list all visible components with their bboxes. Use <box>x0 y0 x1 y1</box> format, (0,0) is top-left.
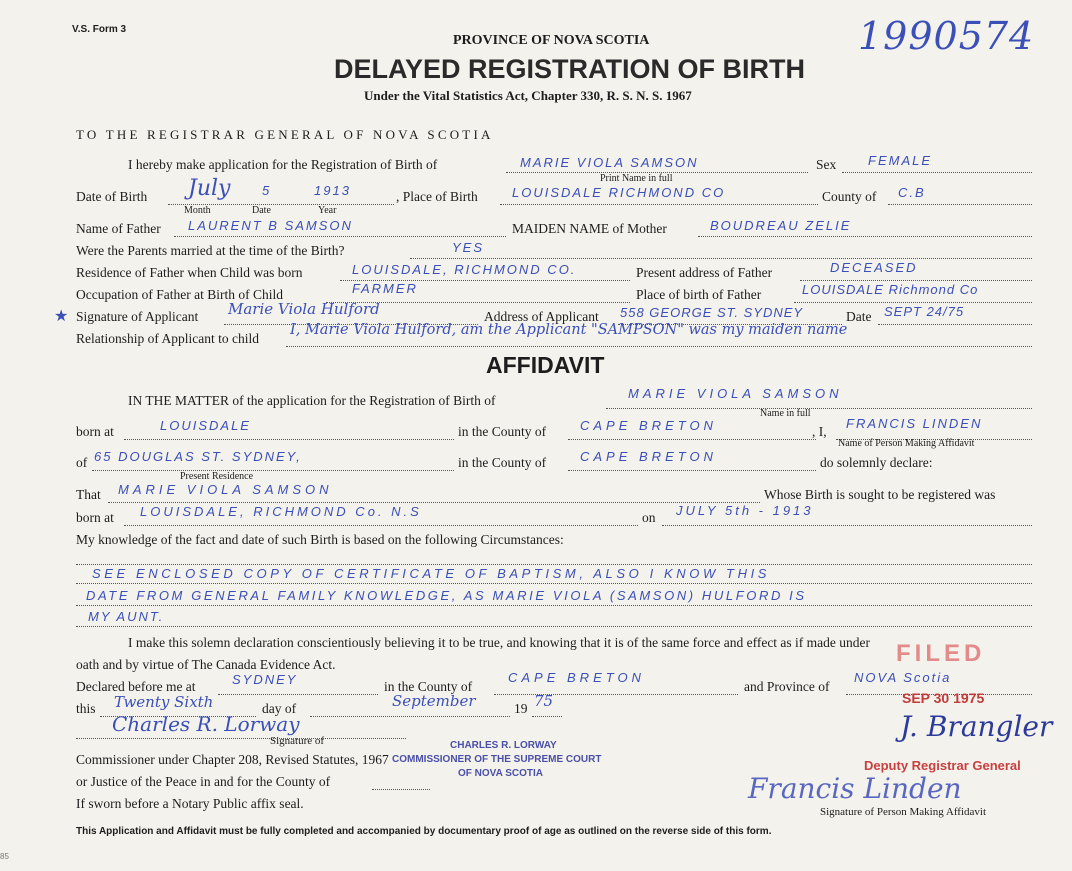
registration-number: 1990574 <box>858 14 1035 58</box>
commissioner-line: Commissioner under Chapter 208, Revised Statutes, 1967 <box>76 752 389 767</box>
affidavit-heading: AFFIDAVIT <box>486 352 605 378</box>
affiant-county-label: in the County of <box>458 455 547 470</box>
sex-label: Sex <box>816 157 837 172</box>
pob-value: LOUISDALE RICHMOND CO <box>512 185 726 200</box>
filed-date: SEP 30 1975 <box>902 690 985 706</box>
commissioner-signature: Charles R. Lorway <box>112 712 300 736</box>
affidavit-county-label: in the County of <box>458 424 547 439</box>
footer-note: This Application and Affidavit must be fully completed and accompanied by documentary proof of age as outlined on the reverse side of this form. <box>76 826 772 837</box>
sex-value: FEMALE <box>868 153 933 168</box>
dob-year-caption: Year <box>318 205 337 216</box>
stamp-place: OF NOVA SCOTIA <box>458 768 543 779</box>
deputy-signature: J. Brangler <box>900 710 1053 743</box>
stamp-name: CHARLES R. LORWAY <box>450 740 557 751</box>
declared-at-value: SYDNEY <box>232 672 298 687</box>
father-name-value: LAURENT B SAMSON <box>188 218 353 233</box>
relationship-label: Relationship of Applicant to child <box>76 331 259 346</box>
declared-county-value: CAPE BRETON <box>508 670 645 685</box>
knowledge-label: My knowledge of the fact and date of such Birth is based on the following Circumstances: <box>76 532 564 547</box>
dob-month-caption: Month <box>184 205 211 216</box>
applicant-signature: Marie Viola Hulford <box>228 300 380 318</box>
affiant-county-value: CAPE BRETON <box>580 449 717 464</box>
on-label: on <box>642 510 656 525</box>
day-value: Twenty Sixth <box>114 693 214 711</box>
affiant-signature-caption: Signature of Person Making Affidavit <box>820 806 986 818</box>
province-heading: PROVINCE OF NOVA SCOTIA <box>453 33 650 48</box>
present-residence-caption: Present Residence <box>180 471 254 482</box>
dob-label: Date of Birth <box>76 189 148 204</box>
father-residence-label: Residence of Father when Child was born <box>76 265 303 280</box>
born-at-value: LOUISDALE <box>160 418 251 433</box>
affiant-name-value: FRANCIS LINDEN <box>846 416 983 431</box>
name-in-full-caption: Name in full <box>760 408 811 419</box>
father-residence-value: LOUISDALE, RICHMOND CO. <box>352 262 577 277</box>
father-occupation-label: Occupation of Father at Birth of Child <box>76 287 283 302</box>
affiant-prefix: , I, <box>812 424 827 439</box>
year-prefix: 19 <box>514 701 528 716</box>
solemn-declaration-line-2: oath and by virtue of The Canada Evidence Act. <box>76 657 336 672</box>
father-birthplace-value: LOUISDALE Richmond Co <box>802 282 979 297</box>
affiant-residence-value: 65 DOUGLAS ST. SYDNEY, <box>94 449 302 464</box>
mother-name-label: MAIDEN NAME of Mother <box>512 221 667 236</box>
corner-mark: 85 <box>0 852 9 861</box>
stamp-title: COMMISSIONER OF THE SUPREME COURT <box>392 754 602 765</box>
relationship-value: I, Marie Viola Hulford, am the Applicant "SAMPSON" was my maiden name <box>290 322 848 338</box>
solemn-declaration-line-1: I make this solemn declaration conscientiously believing it to be true, and knowing that it is of the same force and effect as if made under <box>128 635 871 650</box>
birth-date-value: JULY 5th - 1913 <box>676 503 814 518</box>
star-mark-icon: ★ <box>54 308 69 325</box>
print-name-caption: Print Name in full <box>600 173 673 184</box>
father-present-address-label: Present address of Father <box>636 265 773 280</box>
affiant-name-caption: Name of Person Making Affidavit <box>838 438 975 449</box>
pob-label: , Place of Birth <box>396 189 478 204</box>
form-number: V.S. Form 3 <box>72 24 127 35</box>
year-value: 75 <box>534 692 554 710</box>
that-label: That <box>76 487 101 502</box>
form-title: DELAYED REGISTRATION OF BIRTH <box>334 54 806 84</box>
residence-of-label: of <box>76 455 88 470</box>
application-date-label: Date <box>846 309 872 324</box>
declared-at-label: Declared before me at <box>76 679 196 694</box>
declared-province-value: NOVA Scotia <box>854 670 952 685</box>
circumstances-line-1: SEE ENCLOSED COPY OF CERTIFICATE OF BAPTISM, ALSO I KNOW THIS <box>92 566 771 581</box>
married-label: Were the Parents married at the time of the Birth? <box>76 243 345 258</box>
application-date-value: SEPT 24/75 <box>884 304 965 319</box>
affidavit-county-value: CAPE BRETON <box>580 418 717 433</box>
dob-month-value: July <box>188 176 231 201</box>
filed-stamp: FILED <box>896 640 986 667</box>
father-birthplace-label: Place of birth of Father <box>636 287 762 302</box>
applicant-address-value: 558 GEORGE ST. SYDNEY <box>620 305 804 320</box>
subject-name-value: MARIE VIOLA SAMSON <box>118 482 333 497</box>
application-intro: I hereby make application for the Registration of Birth of <box>128 157 438 172</box>
signature-of-caption: Signature of <box>270 735 325 747</box>
born-at-2-label: born at <box>76 510 114 525</box>
commissioner-stamp <box>392 740 614 786</box>
dob-day-value: 5 <box>262 183 272 198</box>
deputy-registrar-label: Deputy Registrar General <box>864 758 1021 773</box>
declared-county-label: in the County of <box>384 679 473 694</box>
day-of-label: day of <box>262 701 297 716</box>
applicant-signature-label: Signature of Applicant <box>76 309 199 324</box>
married-value: YES <box>452 240 485 255</box>
county-label: County of <box>822 189 877 204</box>
whose-birth-label: Whose Birth is sought to be registered was <box>764 487 996 502</box>
applicant-address-label: Address of Applicant <box>484 309 599 324</box>
born-at-label: born at <box>76 424 114 439</box>
notary-line: If sworn before a Notary Public affix seal. <box>76 796 304 811</box>
form-subtitle: Under the Vital Statistics Act, Chapter 330, R. S. N. S. 1967 <box>364 88 692 103</box>
affiant-signature: Francis Linden <box>748 772 962 805</box>
father-occupation-value: FARMER <box>352 281 418 296</box>
mother-name-value: BOUDREAU ZELIE <box>710 218 852 233</box>
declare-label: do solemnly declare: <box>820 455 933 470</box>
addressee-line: TO THE REGISTRAR GENERAL OF NOVA SCOTIA <box>76 127 494 142</box>
circumstances-line-3: MY AUNT. <box>88 609 165 624</box>
dob-year-value: 1913 <box>314 183 351 198</box>
matter-name-value: MARIE VIOLA SAMSON <box>628 386 843 401</box>
circumstances-line-2: DATE FROM GENERAL FAMILY KNOWLEDGE, AS MARIE VIOLA (SAMSON) HULFORD IS <box>86 588 807 603</box>
jp-line: or Justice of the Peace in and for the County of <box>76 774 331 789</box>
declared-province-label: and Province of <box>744 679 830 694</box>
birth-name-value: MARIE VIOLA SAMSON <box>520 155 699 170</box>
county-value: C.B <box>898 185 926 200</box>
born-at-2-value: LOUISDALE, RICHMOND Co. N.S <box>140 504 422 519</box>
dob-date-caption: Date <box>252 205 271 216</box>
month-value: September <box>392 692 476 710</box>
this-day-label: this <box>76 701 96 716</box>
matter-label: IN THE MATTER of the application for the Registration of Birth of <box>128 393 496 408</box>
father-present-address-value: DECEASED <box>830 260 918 275</box>
father-name-label: Name of Father <box>76 221 161 236</box>
